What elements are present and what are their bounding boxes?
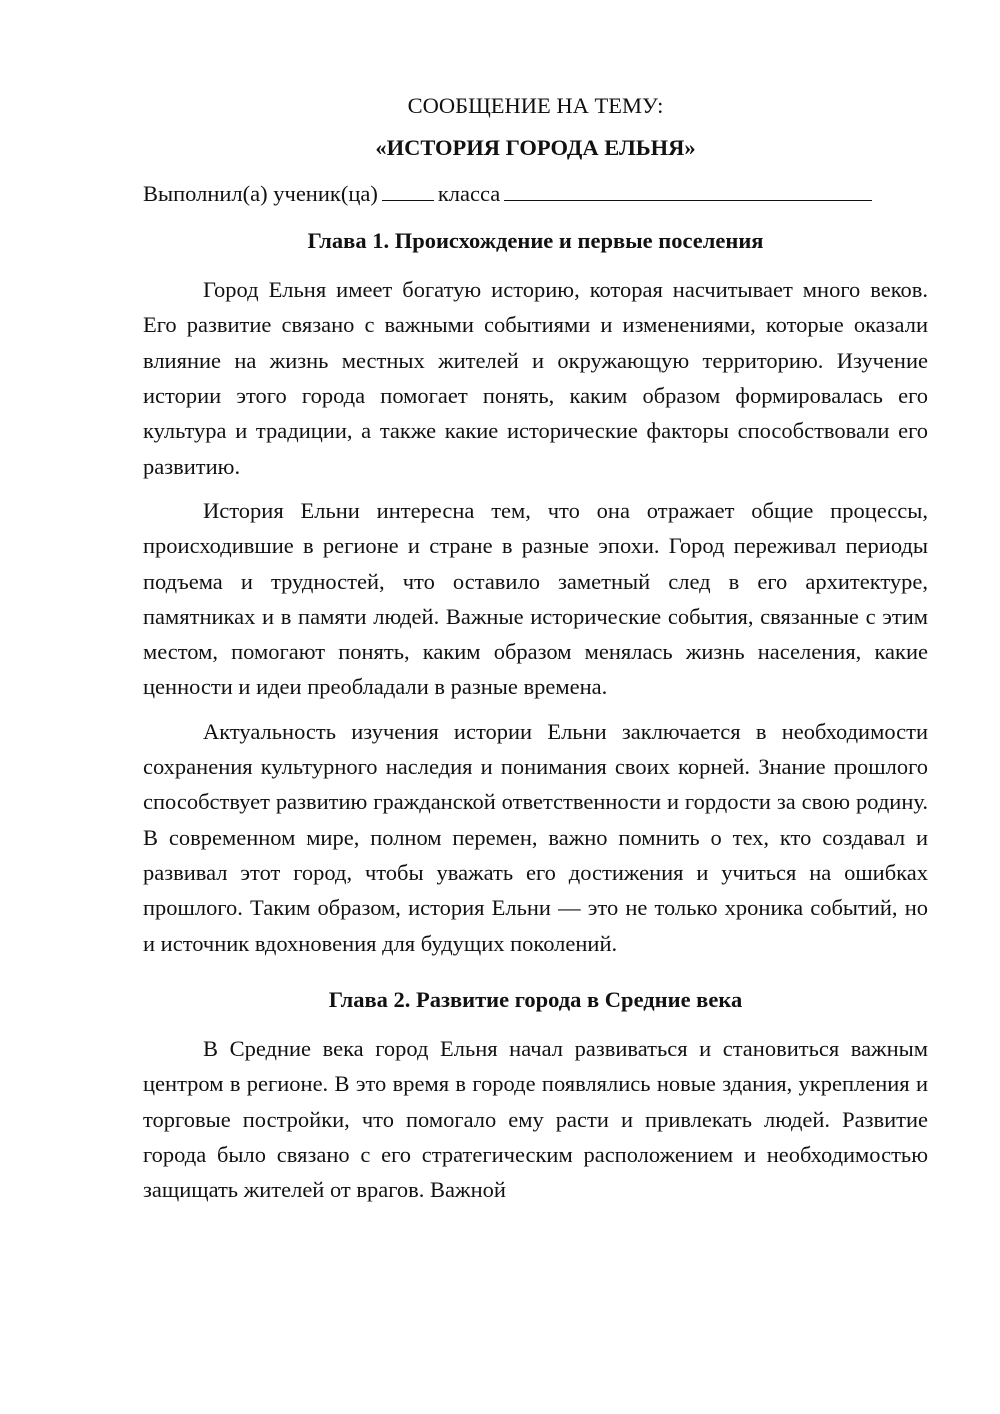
paragraph: Город Ельня имеет богатую историю, которая насчитывает много веков. Его развитие связано с важными событиями и изменениями, которые оказали влияние на жизнь местных жителей и окружающую территорию. Изучение истории этого города помогает понять, каким образом формировалась его культура и традиции, а также какие исторические факторы способствовали его развитию. [143,277,928,479]
class-number-blank [382,178,434,201]
document-subtitle: СООБЩЕНИЕ НА ТЕМУ: [407,93,664,118]
chapter-1 [143,223,928,961]
paragraph: В Средние века город Ельня начал развиваться и становиться важным центром в регионе. В это время в городе появлялись новые здания, укрепления и торговые постройки, что помогало ему расти и привлекать людей. Развитие города было связано с его стратегическим расположением и необходимостью защищать жителей от врагов. Важной [143,1036,928,1203]
document-title: «ИСТОРИЯ ГОРОДА ЕЛЬНЯ» [375,135,696,161]
chapter-title: Глава 2. Развитие города в Средние века [328,986,743,1012]
paragraph: Актуальность изучения истории Ельни заключается в необходимости сохранения культурного наследия и понимания своих корней. Знание прошлого способствует развитию гражданской ответственности и гордости за свою родину. В современном мире, полном перемен, важно помнить о тех, кто создавал и развивал этот город, чтобы уважать его достижения и учиться на ошибках прошлого. Таким образом, история Ельни — это не только хроника событий, но и источник вдохновения для будущих поколений. [143,718,928,956]
author-prefix: Выполнил(а) ученик(ца) [143,180,378,206]
chapter-spacer [143,970,928,982]
paragraph: История Ельни интересна тем, что она отражает общие процессы, происходившие в регионе и стране в разные эпохи. Город переживал периоды подъема и трудностей, что оставило заметный след в его архитектуре, памятниках и в памяти людей. Важные исторические события, связанные с этим местом, помогают понять, каким образом менялась жизнь населения, какие ценности и идеи преобладали в разные времена. [143,497,928,700]
document-content [143,88,928,1217]
author-line [143,176,928,211]
student-name-blank [504,178,872,201]
chapter-title: Глава 1. Происхождение и первые поселения [307,227,764,253]
author-middle: класса [437,180,501,206]
chapter-2 [143,982,928,1208]
